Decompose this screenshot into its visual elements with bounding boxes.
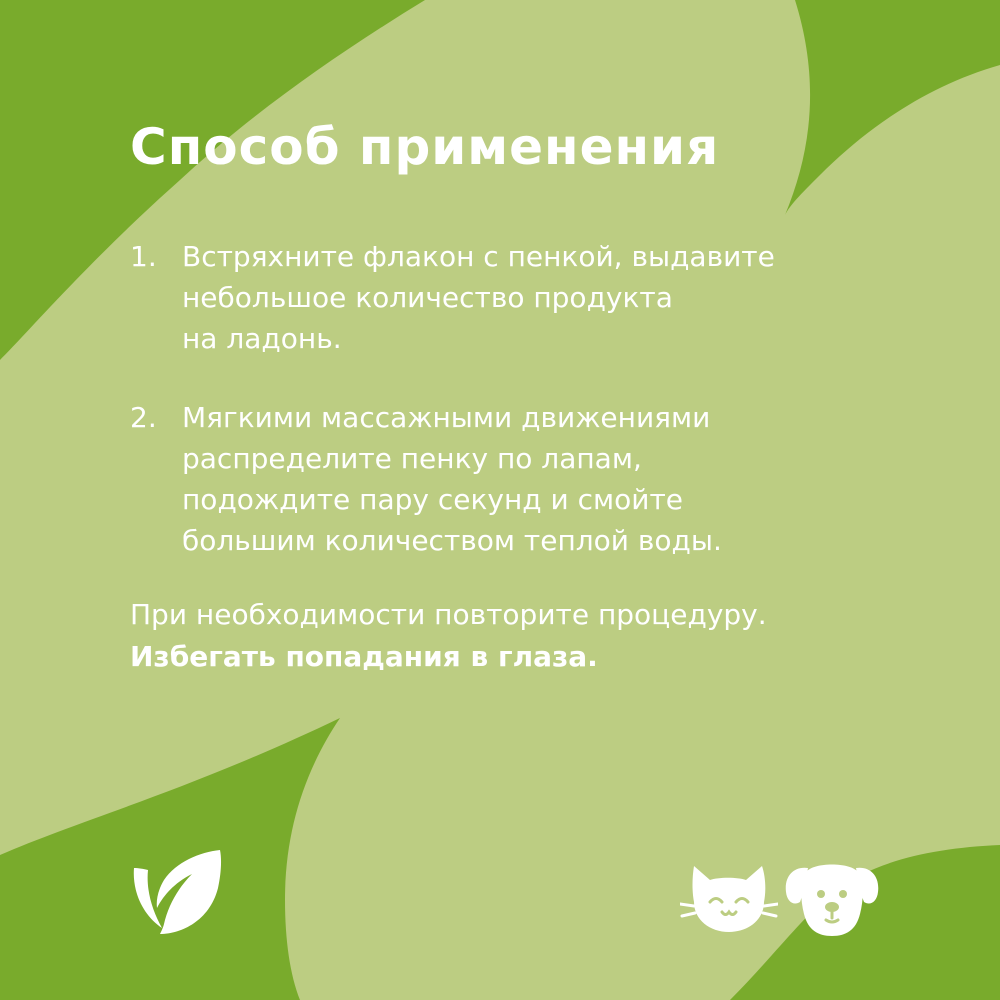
step-item: [130, 236, 890, 359]
step-text-line: на ладонь.: [182, 322, 342, 355]
step-text-line: Встряхните флакон с пенкой, выдавите: [182, 240, 775, 273]
step-text-line: небольшое количество продукта: [182, 281, 673, 314]
step-text-line: подождите пару секунд и смойте: [182, 483, 684, 516]
cat-face-icon: [680, 858, 778, 938]
leaf-logo-icon: [130, 848, 224, 936]
page-title: Способ применения: [130, 118, 720, 176]
pets-icons: [680, 858, 880, 938]
steps-list: [130, 236, 890, 599]
note-block: [130, 594, 767, 678]
repeat-note: При необходимости повторите процедуру.: [130, 598, 767, 631]
step-number: 1.: [130, 240, 157, 273]
step-text-line: распределите пенку по лапам,: [182, 442, 642, 475]
step-item: [130, 397, 890, 561]
step-number: 2.: [130, 401, 157, 434]
step-text-line: большим количеством теплой воды.: [182, 524, 722, 557]
eye-warning: Избегать попадания в глаза.: [130, 640, 598, 673]
dog-face-icon: [784, 858, 880, 938]
step-text-line: Мягкими массажными движениями: [182, 401, 711, 434]
